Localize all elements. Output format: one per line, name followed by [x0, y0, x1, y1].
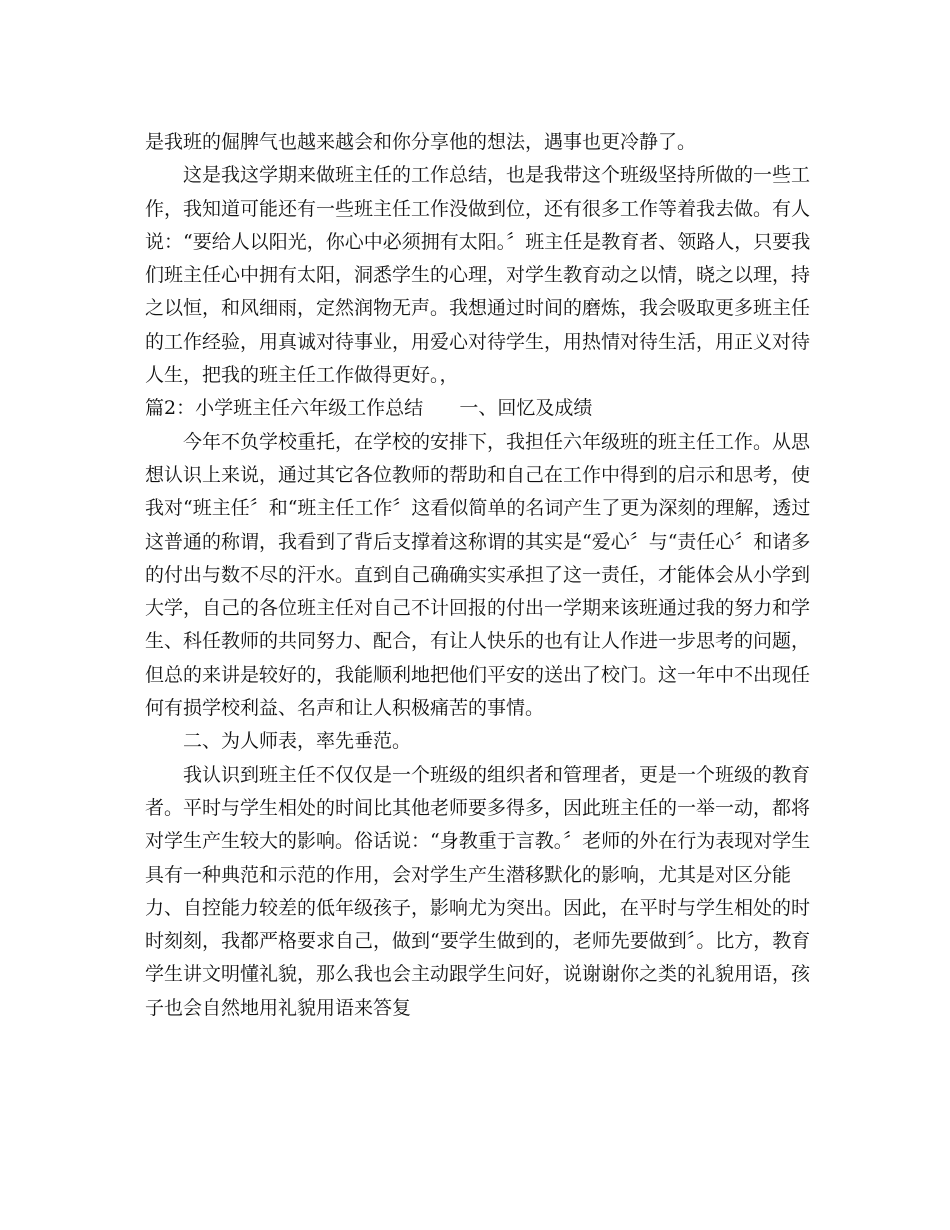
paragraph-line: 我对“班主任〞和“班主任工作〞这看似简单的名词产生了更为深刻的理解，透过 — [145, 497, 810, 520]
paragraph-line: 们班主任心中拥有太阳，洞悉学生的心理，对学生教育动之以情，晓之以理，持 — [145, 264, 810, 287]
paragraph-line: 具有一种典范和示范的作用，会对学生产生潜移默化的影响，尤其是对区分能 — [145, 863, 792, 886]
paragraph-line: 子也会自然地用礼貌用语来答复 — [145, 996, 412, 1019]
paragraph-line: 作，我知道可能还有一些班主任工作没做到位，还有很多工作等着我去做。有人 — [145, 197, 810, 220]
paragraph-line: 何有损学校利益、名声和让人积极痛苦的事情。 — [145, 697, 545, 720]
paragraph-line: 的工作经验，用真诚对待事业，用爱心对待学生，用热情对待生活，用正义对待 — [145, 330, 810, 353]
paragraph-line: 想认识上来说，通过其它各位教师的帮助和自己在工作中得到的启示和思考，使 — [145, 463, 810, 486]
paragraph-line: 之以恒，和风细雨，定然润物无声。我想通过时间的磨炼，我会吸取更多班主任 — [145, 297, 810, 320]
paragraph-line: 但总的来讲是较好的，我能顺利地把他们平安的送出了校门。这一年中不出现任 — [145, 663, 810, 686]
paragraph-line: 对学生产生较大的影响。俗话说：“身教重于言教。〞老师的外在行为表现对学生 — [145, 830, 810, 853]
paragraph-line: 这是我这学期来做班主任的工作总结，也是我带这个班级坚持所做的一些工 — [183, 164, 810, 187]
paragraph-line: 生、科任教师的共同努力、配合，有让人快乐的也有让人作进一步思考的问题， — [145, 630, 810, 653]
section-heading: 篇2：小学班主任六年级工作总结 一、回忆及成绩 — [145, 397, 593, 420]
paragraph-line: 时刻刻，我都严格要求自己，做到“要学生做到的，老师先要做到〞。比方，教育 — [145, 930, 810, 953]
document-body — [145, 126, 810, 1025]
paragraph-line: 人生，把我的班主任工作做得更好。， — [145, 364, 459, 387]
paragraph-line: 二、为人师表，率先垂范。 — [183, 730, 412, 753]
paragraph-line: 今年不负学校重托，在学校的安排下，我担任六年级班的班主任工作。从思 — [183, 430, 810, 453]
paragraph-line: 是我班的倔脾气也越来越会和你分享他的想法，遇事也更冷静了。 — [145, 131, 697, 153]
paragraph-line: 说：“要给人以阳光，你心中必须拥有太阳。〞班主任是教育者、领路人，只要我 — [145, 230, 810, 253]
paragraph-line: 者。平时与学生相处的时间比其他老师要多得多，因此班主任的一举一动，都将 — [145, 796, 810, 819]
paragraph-line: 大学，自己的各位班主任对自己不计回报的付出一学期来该班通过我的努力和学 — [145, 597, 810, 620]
paragraph-line: 这普通的称谓，我看到了背后支撑着这称谓的其实是“爱心〞与“责任心〞和诸多 — [145, 530, 810, 553]
paragraph-line: 的付出与数不尽的汗水。直到自己确确实实承担了这一责任，才能体会从小学到 — [145, 563, 810, 586]
paragraph-line: 力、自控能力较差的低年级孩子，影响尤为突出。因此，在平时与学生相处的时 — [145, 896, 810, 919]
paragraph-line: 我认识到班主任不仅仅是一个班级的组织者和管理者，更是一个班级的教育 — [183, 763, 810, 786]
paragraph-line: 学生讲文明懂礼貌，那么我也会主动跟学生问好，说谢谢你之类的礼貌用语，孩 — [145, 963, 810, 986]
